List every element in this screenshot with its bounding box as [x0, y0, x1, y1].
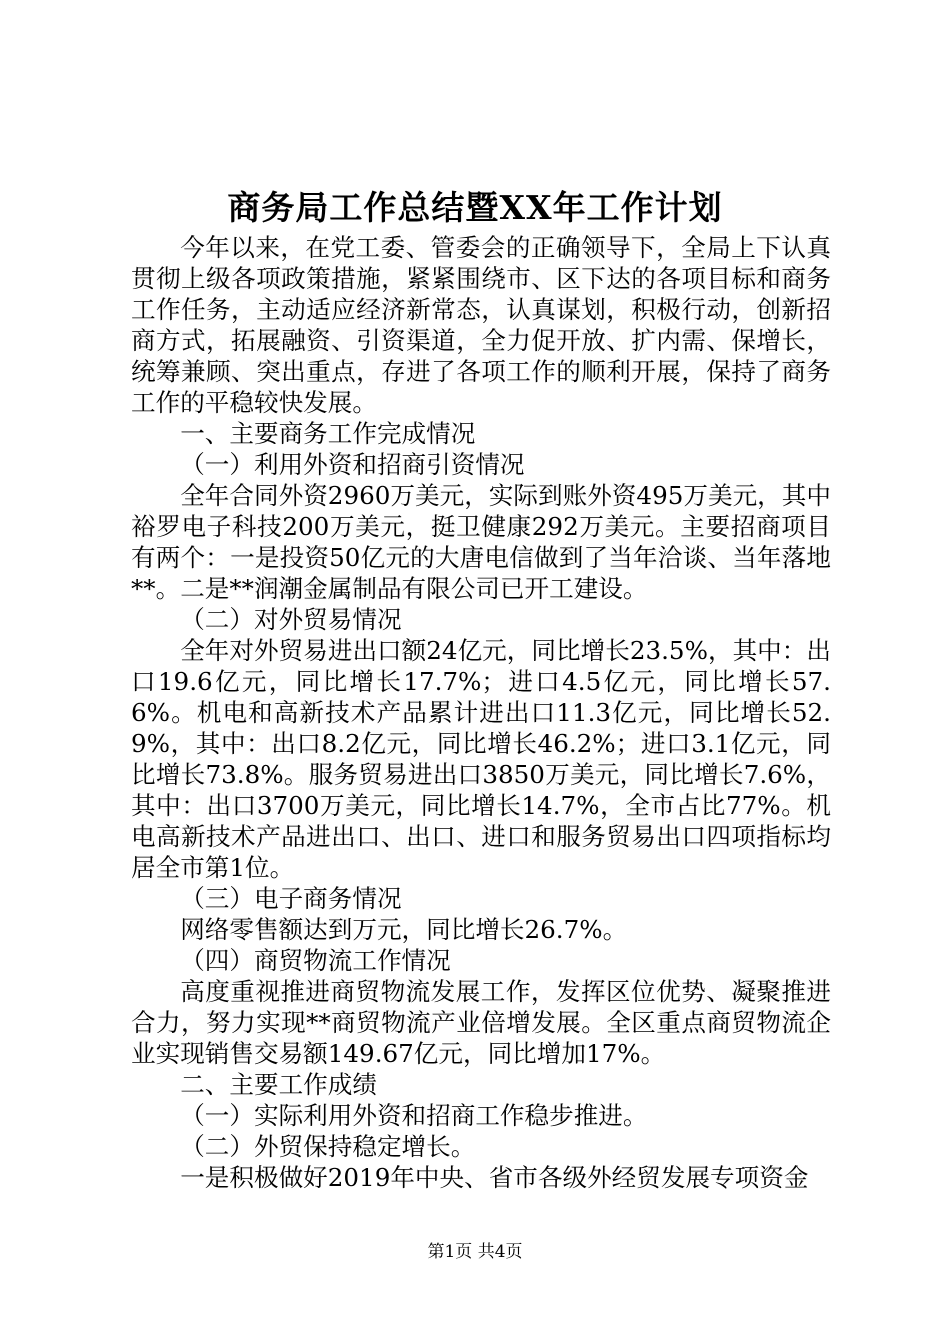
section-heading-1: 一、主要商务工作完成情况 [180, 419, 476, 448]
document-body [131, 232, 831, 1193]
paragraph-ecommerce: 网络零售额达到万元，同比增长26.7%。 [180, 915, 628, 944]
document-title: 商务局工作总结暨XX年工作计划 [227, 188, 723, 227]
paragraph-special-funds: 一是积极做好2019年中央、省市各级外经贸发展专项资金 [180, 1163, 809, 1192]
subsection-heading-1-4: （四）商贸物流工作情况 [180, 946, 451, 975]
paragraph-logistics: 高度重视推进商贸物流发展工作，发挥区位优势、凝聚推进合力，努力实现**商贸物流产业倍增发展。全区重点商贸物流企业实现销售交易额149.67亿元，同比增加17%。 [131, 977, 831, 1068]
subsection-heading-2-2: （二）外贸保持稳定增长。 [180, 1132, 476, 1161]
paragraph-foreign-trade: 全年对外贸易进出口额24亿元，同比增长23.5%，其中：出口19.6亿元，同比增长17.7%；进口4.5亿元，同比增长57.6%。机电和高新技术产品累计进出口11.3亿元，同比增长52.9%，其中：出口8.2亿元，同比增长46.2%；进口3.1亿元，同比增长73.8%。服务贸易进出口3850万美元，同比增长7.6%，其中：出口3700万美元，同比增长14.7%，全市占比77%。机电高新技术产品进出口、出口、进口和服务贸易出口四项指标均居全市第1位。 [131, 636, 831, 882]
subsection-heading-1-1: （一）利用外资和招商引资情况 [180, 450, 525, 479]
paragraph-foreign-investment: 全年合同外资2960万美元，实际到账外资495万美元，其中裕罗电子科技200万美元，挺卫健康292万美元。主要招商项目有两个：一是投资50亿元的大唐电信做到了当年洽谈、当年落地**。二是**润潮金属制品有限公司已开工建设。 [131, 481, 831, 603]
subsection-heading-1-2: （二）对外贸易情况 [180, 605, 402, 634]
subsection-heading-1-3: （三）电子商务情况 [180, 884, 402, 913]
section-heading-2: 二、主要工作成绩 [180, 1070, 377, 1099]
page-footer: 第1页 共4页 [427, 1242, 523, 1262]
paragraph-intro: 今年以来，在党工委、管委会的正确领导下，全局上下认真贯彻上级各项政策措施，紧紧围绕市、区下达的各项目标和商务工作任务，主动适应经济新常态，认真谋划，积极行动，创新招商方式，拓展融资、引资渠道，全力促开放、扩内需、保增长，统筹兼顾、突出重点，存进了各项工作的顺利开展，保持了商务工作的平稳较快发展。 [131, 233, 831, 417]
subsection-heading-2-1: （一）实际利用外资和招商工作稳步推进。 [180, 1101, 648, 1130]
